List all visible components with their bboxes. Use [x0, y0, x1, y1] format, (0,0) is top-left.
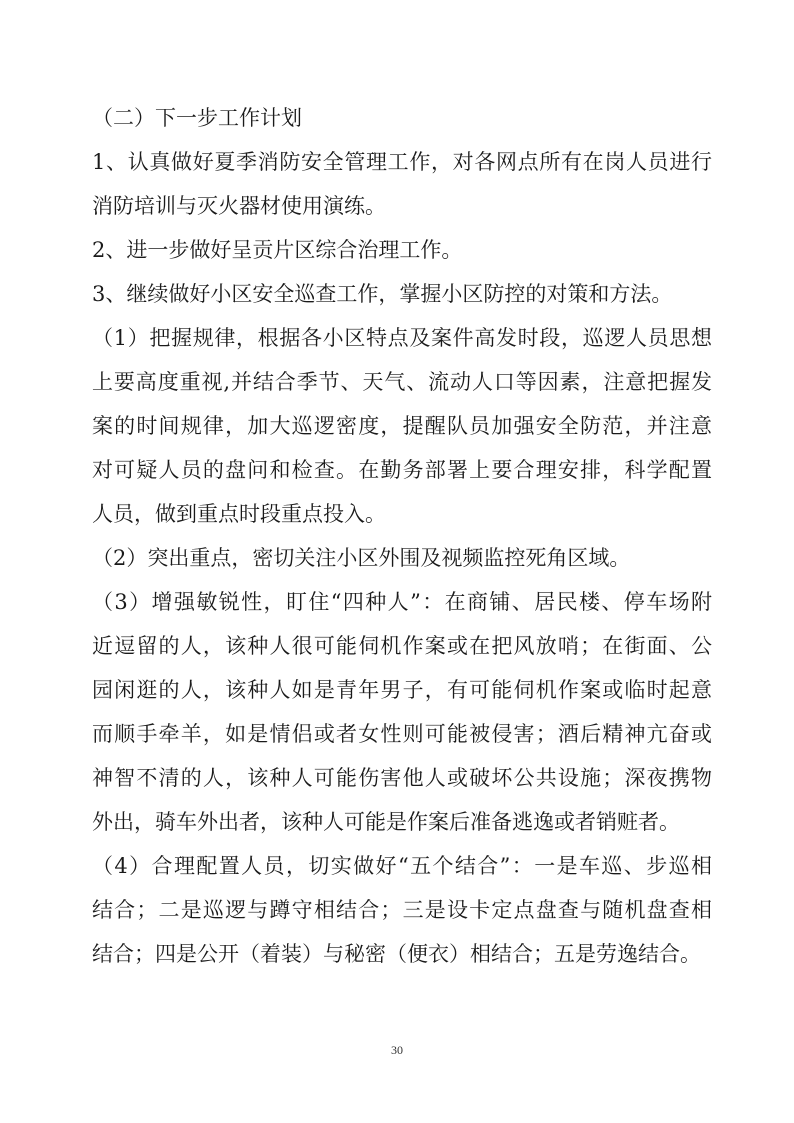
text-line: 人员，做到重点时段重点投入。	[92, 502, 386, 526]
page-number: 30	[391, 1043, 403, 1057]
text-line: 近逗留的人，该种人很可能伺机作案或在把风放哨；在街面、公	[92, 634, 712, 658]
text-line: （1）把握规律，根据各小区特点及案件高发时段，巡逻人员思想	[92, 326, 712, 350]
text-line: 结合；四是公开（着装）与秘密（便衣）相结合；五是劳逸结合。	[92, 942, 701, 966]
text-line: 结合；二是巡逻与蹲守相结合；三是设卡定点盘查与随机盘查相	[92, 898, 712, 922]
text-line: （2）突出重点，密切关注小区外围及视频监控死角区域。	[92, 546, 631, 570]
text-line: 上要高度重视,并结合季节、天气、流动人口等因素，注意把握发	[92, 370, 712, 394]
text-line: 而顺手牵羊，如是情侣或者女性则可能被侵害；酒后精神亢奋或	[92, 722, 712, 746]
text-line: 外出，骑车外出者，该种人可能是作案后准备逃逸或者销赃者。	[92, 810, 680, 834]
text-line: 神智不清的人，该种人可能伤害他人或破坏公共设施；深夜携物	[92, 766, 712, 790]
text-line: 园闲逛的人，该种人如是青年男子，有可能伺机作案或临时起意	[92, 678, 712, 702]
text-line: 对可疑人员的盘问和检查。在勤务部署上要合理安排，科学配置	[92, 458, 712, 482]
text-line: 案的时间规律，加大巡逻密度，提醒队员加强安全防范，并注意	[92, 414, 712, 438]
page-body	[92, 96, 712, 976]
text-line: 2、进一步做好呈贡片区综合治理工作。	[92, 238, 463, 262]
text-line: （3）增强敏锐性，盯住“四种人”：在商铺、居民楼、停车场附	[92, 590, 712, 614]
text-line: （4）合理配置人员，切实做好“五个结合”：一是车巡、步巡相	[92, 854, 712, 878]
section-heading: （二）下一步工作计划	[92, 106, 302, 130]
text-line: 1、认真做好夏季消防安全管理工作，对各网点所有在岗人员进行	[92, 150, 712, 174]
text-line: 消防培训与灭火器材使用演练。	[92, 194, 386, 218]
text-line: 3、继续做好小区安全巡查工作，掌握小区防控的对策和方法。	[92, 282, 673, 306]
